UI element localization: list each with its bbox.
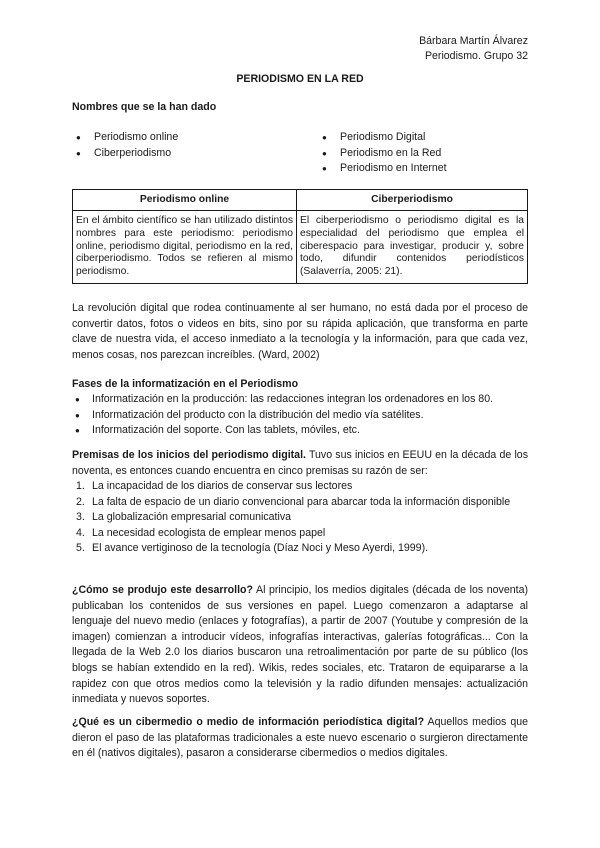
desarrollo-paragraph	[72, 583, 528, 708]
list-item: ● Periodismo Digital	[318, 130, 528, 146]
premisas-paragraph	[72, 448, 528, 479]
list-item	[72, 495, 528, 511]
cibermedio-lead: ¿Qué es un cibermedio o medio de información periodística digital?	[72, 716, 425, 728]
item-number: 3.	[76, 511, 85, 524]
premisas-text: Tuvo sus inicios en EEUU en la década de los noventa, es entonces cuando encuentra en cinco premisas su razón de ser:	[72, 449, 528, 477]
cibermedio-text: Aquellos medios que dieron el paso de las plataformas tradicionales a este nuevo escenario o surgieron directamente en él (nativos digitales), pasaron a considerarse cibermedios o medios digitales.	[72, 716, 528, 760]
desarrollo-lead: ¿Cómo se produjo este desarrollo?	[72, 584, 253, 596]
table-cell: El ciberperiodismo o periodismo digital es la especialidad del periodismo que emplea el ciberespacio para investigar, producir y, sobre todo, difundir contenidos periodísticos (Salaverría, 2005: 21).	[297, 211, 528, 284]
comparison-table	[72, 189, 528, 284]
names-list-right	[318, 130, 528, 177]
premisas-list	[72, 479, 528, 557]
table-cell: En el ámbito científico se han utilizado distintos nombres para este periodismo: periodismo online, periodismo digital, periodismo en la red, ciberperiodismo. Todos se refieren al mismo periodismo.	[73, 211, 297, 284]
page-title: PERIODISMO EN LA RED	[236, 73, 364, 85]
list-item: ● Periodismo en la Red	[318, 146, 528, 162]
list-item	[72, 526, 528, 542]
item-text: La globalización empresarial comunicativa	[92, 511, 292, 524]
item-number: 2.	[76, 495, 85, 508]
table-header-cell: Ciberperiodismo	[297, 190, 528, 211]
list-item: ● Informatización del soporte. Con las tablets, móviles, etc.	[72, 423, 528, 439]
course-group: Periodismo. Grupo 32	[424, 50, 528, 63]
list-item	[72, 510, 528, 526]
cibermedio-paragraph	[72, 715, 528, 762]
names-list-left	[72, 130, 292, 161]
fases-heading: Fases de la informatización en el Periodismo	[72, 378, 299, 390]
intro-paragraph: La revolución digital que rodea continuamente al ser humano, no está dada por el proceso de convertir datos, fotos o videos en bits, sino por su rápida aplicación, que transforma en parte clave de nuestra vida, el acceso inmediato a la tecnología y la información, para que cada vez, menos cosas, nos parezcan increíbles. (Ward, 2002)	[72, 302, 528, 361]
names-heading: Nombres que se la han dado	[72, 101, 217, 113]
item-number: 5.	[76, 542, 85, 555]
list-item	[72, 479, 528, 495]
list-item: ● Informatización en la producción: las redacciones integran los ordenadores en los 80.	[72, 392, 528, 408]
table-row	[73, 211, 528, 284]
table-header-row	[73, 190, 528, 211]
list-item: ● Periodismo online	[72, 130, 292, 146]
premisas-lead: Premisas de los inicios del periodismo digital.	[72, 449, 306, 461]
item-text: El avance vertiginoso de la tecnología (Díaz Noci y Meso Ayerdi, 1999).	[92, 542, 429, 555]
item-text: La falta de espacio de un diario convencional para abarcar toda la información disponible	[92, 495, 511, 508]
list-item: ● Periodismo en Internet	[318, 161, 528, 177]
item-text: La necesidad ecologista de emplear menos papel	[92, 526, 326, 539]
item-text: La incapacidad de los diarios de conservar sus lectores	[92, 480, 353, 492]
list-item	[72, 541, 528, 557]
list-item: ● Informatización del producto con la distribución del medio vía satélites.	[72, 408, 528, 424]
table-header-cell: Periodismo online	[73, 190, 297, 211]
desarrollo-text: Al principio, los medios digitales (década de los noventa) publicaban los contenidos de sus versiones en papel. Luego comenzaron a adaptarse al lenguaje del nuevo medio (enlaces y fotografías), a partir de 2007 (Youtube y compresión de la imagen) comienzan a introducir vídeos, infografías interactivas, galerías fotográficas... Con la llegada de la Web 2.0 los diarios buscaron una retroalimentación por parte de su público (los blogs se habían extendido en la red). Wikis, redes sociales, etc. Trataron de equipararse a la rapidez con que otros medios como la televisión y la radio difunden mensajes: actualización inmediata y nuevos soportes.	[72, 584, 528, 706]
document-header	[419, 34, 528, 65]
list-item: ● Ciberperiodismo	[72, 146, 292, 162]
item-number: 4.	[76, 526, 85, 539]
author-name: Bárbara Martín Álvarez	[419, 35, 528, 47]
fases-list	[72, 392, 528, 439]
item-number: 1.	[76, 480, 85, 492]
